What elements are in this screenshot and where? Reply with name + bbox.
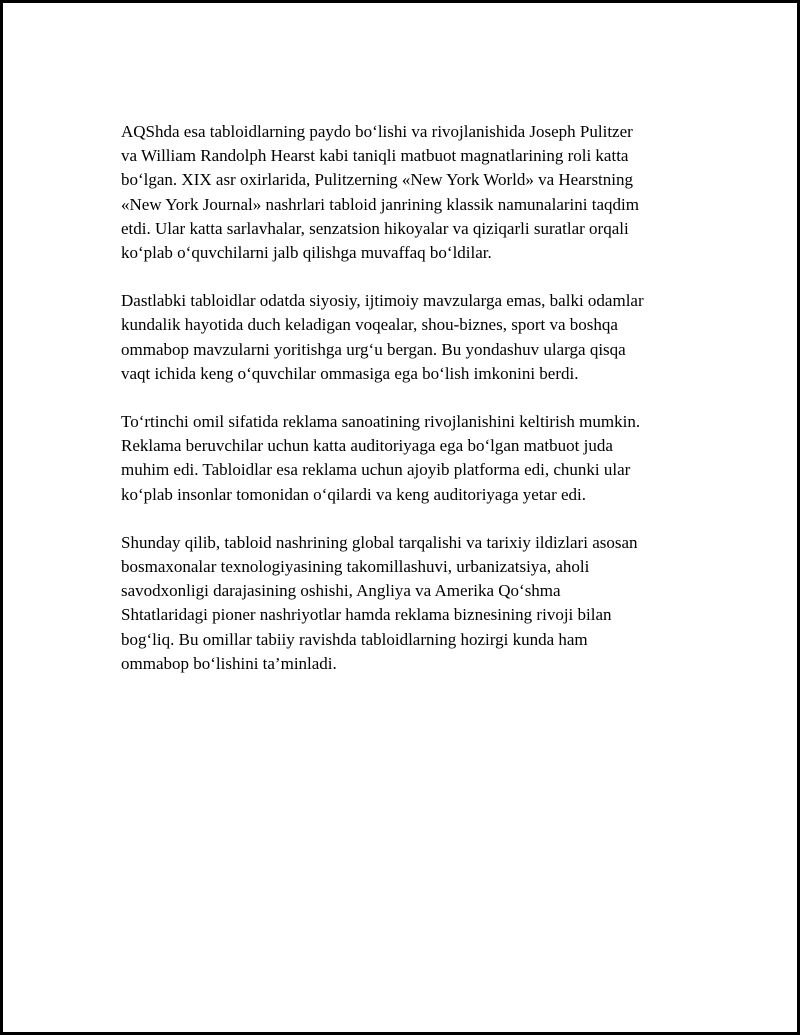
paragraph: Shunday qilib, tabloid nashrining global tarqalishi va tarixiy ildizlari asosan bosmaxonalar texnologiyasining takomillashuvi, urbanizatsiya, aholi savodxonligi darajasining oshishi, Angliya va Amerika Qo‘shma Shtatlaridagi pioner nashriyotlar hamda reklama biznesining rivoji bilan bog‘liq. Bu omillar tabiiy ravishda tabloidlarning hozirgi kunda ham ommabop bo‘lishini ta’minladi.: [121, 532, 638, 673]
document-body: [121, 120, 701, 676]
paragraph: AQShda esa tabloidlarning paydo bo‘lishi va rivojlanishida Joseph Pulitzer va William Randolph Hearst kabi taniqli matbuot magnatlarining roli katta bo‘lgan. XIX asr oxirlarida, Pulitzerning «New York World» va Hearstning «New York Journal» nashrlari tabloid janrining klassik namunalarini taqdim etdi. Ular katta sarlavhalar, senzatsion hikoyalar va qiziqarli suratlar orqali ko‘plab o‘quvchilarni jalb qilishga muvaffaq bo‘ldilar.: [121, 122, 639, 263]
paragraph: Dastlabki tabloidlar odatda siyosiy, ijtimoiy mavzularga emas, balki odamlar kundalik hayotida duch keladigan voqealar, shou-biznes, sport va boshqa ommabop mavzularni yoritishga urg‘u bergan. Bu yondashuv ularga qisqa vaqt ichida keng o‘quvchilar ommasiga ega bo‘lish imkonini berdi.: [121, 291, 644, 383]
paragraph: To‘rtinchi omil sifatida reklama sanoatining rivojlanishini keltirish mumkin. Reklama beruvchilar uchun katta auditoriyaga ega bo‘lgan matbuot juda muhim edi. Tabloidlar esa reklama uchun ajoyib platforma edi, chunki ular ko‘plab insonlar tomonidan o‘qilardi va keng auditoriyaga yetar edi.: [121, 412, 641, 504]
